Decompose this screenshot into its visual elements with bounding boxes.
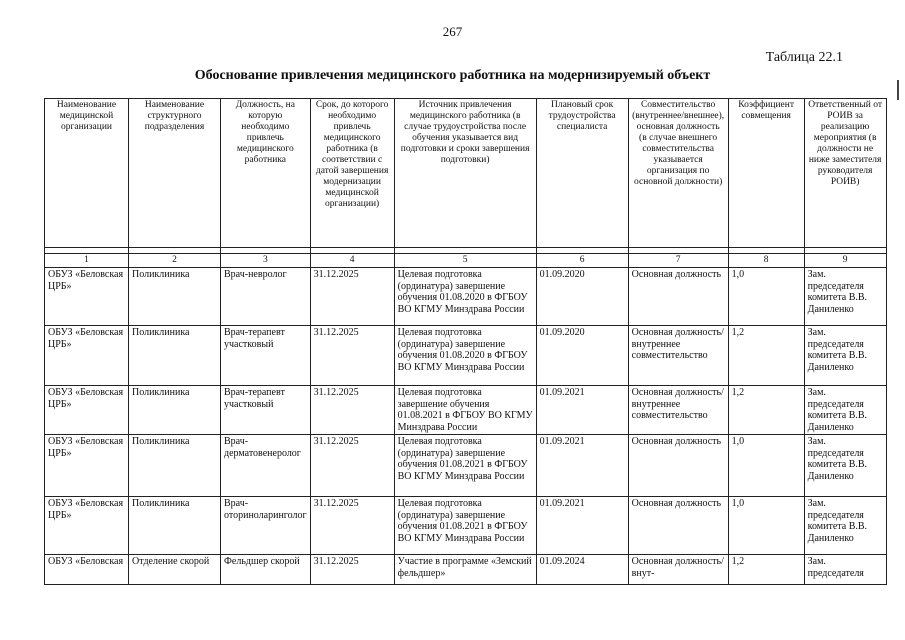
- coefficient-cell: 1,0: [728, 497, 804, 555]
- document-title: Обоснование привлечения медицинского работника на модернизируемый объект: [194, 68, 711, 83]
- column-header: Совместительство (внутреннее/внешнее), основная должность (в случае внешнего совместительства указывается организация по основной должности): [628, 99, 728, 248]
- coefficient-cell: 1,2: [728, 555, 804, 585]
- organization-cell: ОБУЗ «Беловская: [45, 555, 129, 585]
- organization-cell: ОБУЗ «Беловская ЦРБ»: [45, 386, 129, 435]
- combination-cell: Основная должность/внут-: [628, 555, 728, 585]
- table-row: [45, 386, 887, 435]
- page-number: 267: [442, 24, 463, 39]
- division-cell: Поликлиника: [129, 326, 221, 386]
- combination-cell: Основная должность/внутреннее совместительство: [628, 326, 728, 386]
- header-row: [45, 99, 887, 248]
- column-header: Срок, до которого необходимо привлечь медицинского работника (в соответствии с датой завершения модернизации медицинской организации): [310, 99, 394, 248]
- table-row: [45, 555, 887, 585]
- justification-table: [44, 98, 887, 585]
- division-cell: Поликлиника: [129, 386, 221, 435]
- position-cell: Врач-терапевт участковый: [221, 386, 311, 435]
- organization-cell: ОБУЗ «Беловская ЦРБ»: [45, 435, 129, 497]
- coefficient-cell: 1,0: [728, 268, 804, 326]
- responsible-cell: Зам. председателя комитета В.В. Даниленко: [804, 268, 886, 326]
- planned-date-cell: 01.09.2020: [536, 326, 628, 386]
- source-cell: Целевая подготовка (ординатура) завершение обучения 01.08.2021 в ФГБОУ ВО КГМУ Минздрава России: [394, 497, 536, 555]
- column-header: Должность, на которую необходимо привлечь медицинского работника: [221, 99, 311, 248]
- source-cell: Целевая подготовка (ординатура) завершение обучения 01.08.2020 в ФГБОУ ВО КГМУ Минздрава России: [394, 268, 536, 326]
- table-row: [45, 435, 887, 497]
- source-cell: Целевая подготовка (ординатура) завершение обучения 01.08.2020 в ФГБОУ ВО КГМУ Минздрава России: [394, 326, 536, 386]
- column-header: Ответственный от РОИВ за реализацию мероприятия (в должности не ниже заместителя руководителя РОИВ): [804, 99, 886, 248]
- column-number: 6: [536, 254, 628, 268]
- column-number: 5: [394, 254, 536, 268]
- deadline-cell: 31.12.2025: [310, 268, 394, 326]
- position-cell: Врач-невролог: [221, 268, 311, 326]
- position-cell: Врач-дерматовенеролог: [221, 435, 311, 497]
- deadline-cell: 31.12.2025: [310, 435, 394, 497]
- column-number: 9: [804, 254, 886, 268]
- table-row: [45, 268, 887, 326]
- table-row: [45, 326, 887, 386]
- source-cell: Участие в программе «Земский фельдшер»: [394, 555, 536, 585]
- responsible-cell: Зам. председателя комитета В.В. Даниленко: [804, 326, 886, 386]
- planned-date-cell: 01.09.2021: [536, 497, 628, 555]
- source-cell: Целевая подготовка завершение обучения 01.08.2021 в ФГБОУ ВО КГМУ Минздрава России: [394, 386, 536, 435]
- position-cell: Фельдшер скорой: [221, 555, 311, 585]
- planned-date-cell: 01.09.2024: [536, 555, 628, 585]
- column-header: Наименование структурного подразделения: [129, 99, 221, 248]
- division-cell: Поликлиника: [129, 268, 221, 326]
- responsible-cell: Зам. председателя комитета В.В. Даниленко: [804, 435, 886, 497]
- column-number: 7: [628, 254, 728, 268]
- planned-date-cell: 01.09.2021: [536, 435, 628, 497]
- deadline-cell: 31.12.2025: [310, 326, 394, 386]
- combination-cell: Основная должность/внутреннее совместительство: [628, 386, 728, 435]
- column-header: Коэффициент совмещения: [728, 99, 804, 248]
- deadline-cell: 31.12.2025: [310, 497, 394, 555]
- table-row: [45, 497, 887, 555]
- responsible-cell: Зам. председателя комитета В.В. Даниленко: [804, 497, 886, 555]
- table-caption: Таблица 22.1: [765, 50, 843, 65]
- coefficient-cell: 1,0: [728, 435, 804, 497]
- deadline-cell: 31.12.2025: [310, 386, 394, 435]
- planned-date-cell: 01.09.2020: [536, 268, 628, 326]
- combination-cell: Основная должность: [628, 435, 728, 497]
- responsible-cell: Зам. председателя комитета В.В. Даниленко: [804, 386, 886, 435]
- column-number: 2: [129, 254, 221, 268]
- coefficient-cell: 1,2: [728, 326, 804, 386]
- column-header: Наименование медицинской организации: [45, 99, 129, 248]
- division-cell: Поликлиника: [129, 497, 221, 555]
- column-number: 8: [728, 254, 804, 268]
- column-number: 1: [45, 254, 129, 268]
- column-number-row: [45, 254, 887, 268]
- organization-cell: ОБУЗ «Беловская ЦРБ»: [45, 497, 129, 555]
- column-number: 3: [221, 254, 311, 268]
- deadline-cell: 31.12.2025: [310, 555, 394, 585]
- column-header: Плановый срок трудоустройства специалиста: [536, 99, 628, 248]
- coefficient-cell: 1,2: [728, 386, 804, 435]
- responsible-cell: Зам. председателя: [804, 555, 886, 585]
- combination-cell: Основная должность: [628, 497, 728, 555]
- column-number: 4: [310, 254, 394, 268]
- combination-cell: Основная должность: [628, 268, 728, 326]
- position-cell: Врач-оториноларинголог: [221, 497, 311, 555]
- position-cell: Врач-терапевт участковый: [221, 326, 311, 386]
- source-cell: Целевая подготовка (ординатура) завершение обучения 01.08.2021 в ФГБОУ ВО КГМУ Минздрава России: [394, 435, 536, 497]
- column-header: Источник привлечения медицинского работника (в случае трудоустройства после обучения указывается вид подготовки и сроки завершения подготовки): [394, 99, 536, 248]
- margin-mark: [897, 80, 899, 100]
- division-cell: Отделение скорой: [129, 555, 221, 585]
- organization-cell: ОБУЗ «Беловская ЦРБ»: [45, 326, 129, 386]
- division-cell: Поликлиника: [129, 435, 221, 497]
- planned-date-cell: 01.09.2021: [536, 386, 628, 435]
- organization-cell: ОБУЗ «Беловская ЦРБ»: [45, 268, 129, 326]
